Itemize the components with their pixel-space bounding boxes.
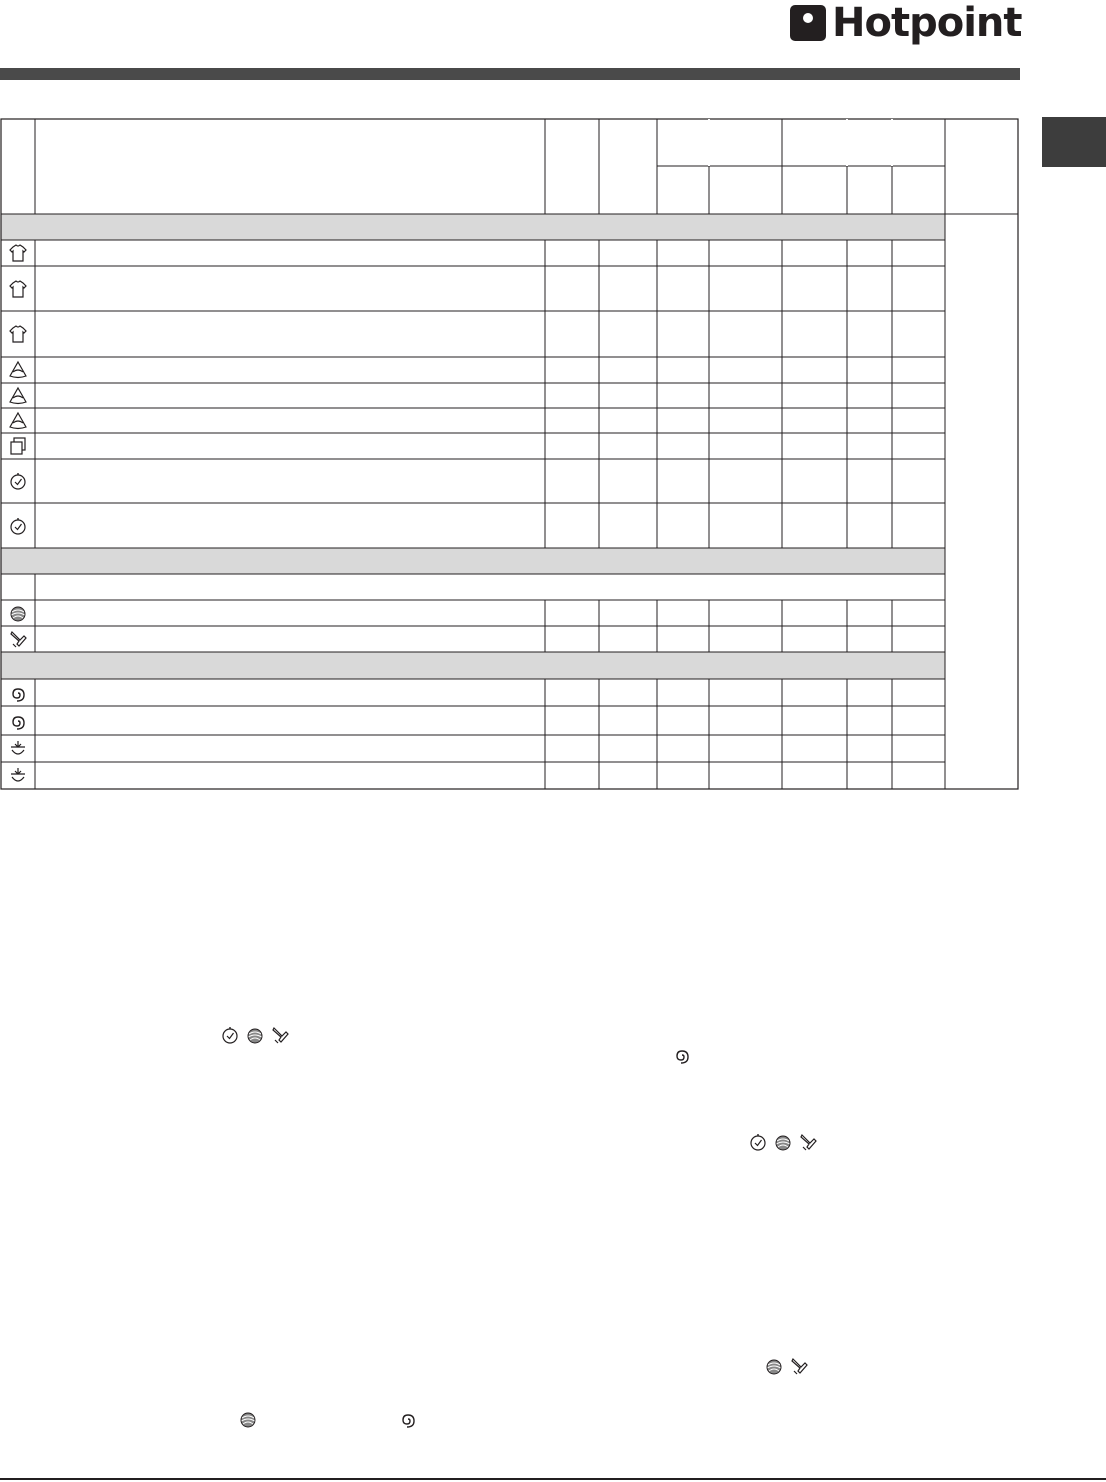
wool-icon bbox=[763, 1355, 785, 1377]
silk-icon bbox=[269, 1024, 291, 1046]
wool-icon bbox=[7, 602, 29, 624]
wool-icon bbox=[237, 1408, 259, 1430]
footer-rule bbox=[0, 1478, 1106, 1480]
timer-icon bbox=[747, 1131, 769, 1153]
section-band-3 bbox=[1, 652, 945, 679]
section-band-1 bbox=[1, 214, 945, 240]
silk-icon bbox=[797, 1131, 819, 1153]
synthetics-icon bbox=[7, 385, 29, 407]
brand-name: Hotpoint bbox=[832, 0, 1022, 46]
spin-icon bbox=[671, 1044, 693, 1066]
spin-icon bbox=[397, 1408, 419, 1430]
synthetics-icon bbox=[7, 359, 29, 381]
timer-icon bbox=[219, 1024, 241, 1046]
wool-icon bbox=[244, 1024, 266, 1046]
wool-icon bbox=[772, 1131, 794, 1153]
silk-icon bbox=[788, 1355, 810, 1377]
shirt-icon bbox=[7, 242, 29, 264]
timer-icon bbox=[7, 515, 29, 537]
timer-icon bbox=[7, 470, 29, 492]
synthetics-icon bbox=[7, 410, 29, 432]
spin-icon bbox=[7, 682, 29, 704]
silk-icon bbox=[7, 628, 29, 650]
section-band-2 bbox=[1, 548, 945, 574]
drain-icon bbox=[7, 765, 29, 787]
mixed-icon bbox=[7, 435, 29, 457]
spin-icon bbox=[7, 710, 29, 732]
drain-icon bbox=[7, 738, 29, 760]
shirt-icon bbox=[7, 278, 29, 300]
shirt-icon bbox=[7, 323, 29, 345]
